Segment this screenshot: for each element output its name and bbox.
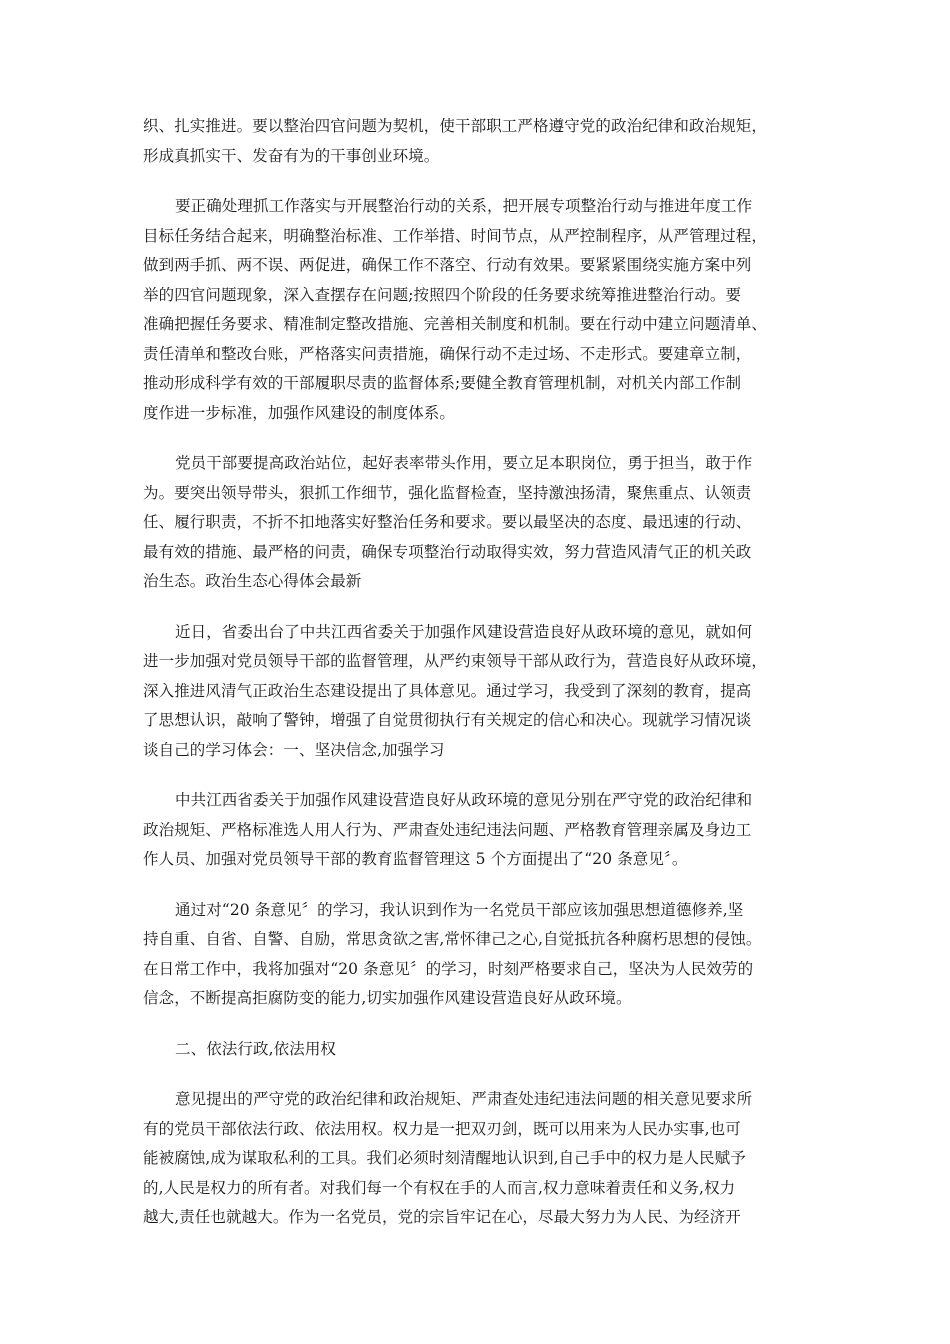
text-line: 要正确处理抓工作落实与开展整治行动的关系，把开展专项整治行动与推进年度工作 bbox=[175, 197, 753, 215]
text-line: 二、依法行政,依法用权 bbox=[175, 1039, 337, 1058]
text-line: 推动形成科学有效的干部履职尽责的监督体系;要健全教育管理机制，对机关内部工作制 bbox=[143, 374, 742, 392]
text-line: 举的四官问题现象，深入查摆存在问题;按照四个阶段的任务要求统筹推进整治行动。要 bbox=[143, 285, 742, 304]
text-line: 在日常工作中，我将加强对“20 条意见〞的学习，时刻严格要求自己，坚决为人民效劳的 bbox=[143, 959, 754, 978]
paragraph bbox=[143, 112, 813, 171]
paragraph bbox=[143, 192, 813, 428]
text-line: 治生态。政治生态心得体会最新 bbox=[143, 572, 362, 590]
text-line: 党员干部要提高政治站位，起好表率带头作用，要立足本职岗位，勇于担当，敢于作 bbox=[175, 454, 753, 472]
text-line: 近日，省委出台了中共江西省委关于加强作风建设营造良好从政环境的意见，就如何 bbox=[175, 622, 753, 641]
text-line: 织、扎实推进。要以整治四官问题为契机，使干部职工严格遵守党的政治纪律和政治规矩， bbox=[143, 117, 768, 135]
text-line: 了思想认识，敲响了警钟，增强了自觉贯彻执行有关规定的信心和决心。现就学习情况谈 bbox=[143, 711, 752, 729]
text-line: 政治规矩、严格标准选人用人行为、严肃查处违纪违法问题、严格教育管理亲属及身边工 bbox=[143, 820, 752, 839]
text-line: 谈自己的学习体会：一、坚决信念,加强学习 bbox=[143, 740, 445, 759]
paragraph bbox=[143, 1085, 813, 1233]
text-line: 责任清单和整改台账，严格落实问责措施，确保行动不走过场、不走形式。要建章立制， bbox=[143, 344, 752, 363]
text-line: 的,人民是权力的所有者。对我们每一个有权在手的人而言,权力意味着责任和义务,权力 bbox=[143, 1178, 736, 1197]
paragraph bbox=[143, 786, 813, 875]
text-line: 形成真抓实干、发奋有为的干事创业环境。 bbox=[143, 146, 440, 165]
paragraph bbox=[143, 1035, 813, 1065]
paragraph bbox=[143, 896, 813, 1014]
text-line: 越大,责任也就越大。作为一名党员，党的宗旨牢记在心，尽最大努力为人民、为经济开 bbox=[143, 1208, 741, 1226]
text-line: 作人员、加强对党员领导干部的教育监督管理这 5 个方面提出了“20 条意见〞。 bbox=[143, 850, 688, 868]
text-line: 任、履行职责，不折不扣地落实好整治任务和要求。要以最坚决的态度、最迅速的行动、 bbox=[143, 513, 752, 531]
paragraph bbox=[143, 618, 813, 766]
text-line: 有的党员干部依法行政、依法用权。权力是一把双刃剑，既可以用来为人民办实事,也可 bbox=[143, 1119, 741, 1138]
text-line: 意见提出的严守党的政治纪律和政治规矩、严肃查处违纪违法问题的相关意见要求所 bbox=[175, 1090, 753, 1108]
paragraph bbox=[143, 449, 813, 597]
text-line: 为。要突出领导带头，狠抓工作细节，强化监督检查，坚持激浊扬清，聚焦重点、认领责 bbox=[143, 483, 752, 502]
text-line: 深入推进风清气正政治生态建设提出了具体意见。通过学习，我受到了深刻的教育，提高 bbox=[143, 681, 752, 700]
text-line: 信念，不断提高拒腐防变的能力,切实加强作风建设营造良好从政环境。 bbox=[143, 989, 632, 1007]
text-line: 度作进一步标准，加强作风建设的制度体系。 bbox=[143, 403, 456, 422]
text-line: 中共江西省委关于加强作风建设营造良好从政环境的意见分别在严守党的政治纪律和 bbox=[175, 791, 753, 809]
text-line: 最有效的措施、最严格的问责，确保专项整治行动取得实效，努力营造风清气正的机关政 bbox=[143, 542, 752, 561]
text-line: 能被腐蚀,成为谋取私利的工具。我们必须时刻清醒地认识到,自己手中的权力是人民赋予 bbox=[143, 1149, 746, 1167]
text-line: 目标任务结合起来，明确整治标准、工作举措、时间节点，从严控制程序，从严管理过程， bbox=[143, 226, 768, 245]
text-line: 通过对“20 条意见〞的学习，我认识到作为一名党员干部应该加强思想道德修养,坚 bbox=[175, 900, 744, 919]
document-body bbox=[143, 112, 813, 1254]
text-line: 持自重、自省、自警、自励，常思贪欲之害,常怀律己之心,自觉抵抗各种腐朽思想的侵蚀。 bbox=[143, 930, 762, 948]
text-line: 准确把握任务要求、精准制定整改措施、完善相关制度和机制。要在行动中建立问题清单、 bbox=[143, 315, 768, 333]
text-line: 做到两手抓、两不误、两促进，确保工作不落空、行动有效果。要紧紧围绕实施方案中列 bbox=[143, 256, 752, 274]
text-line: 进一步加强对党员领导干部的监督管理，从严约束领导干部从政行为，营造良好从政环境， bbox=[143, 652, 768, 670]
